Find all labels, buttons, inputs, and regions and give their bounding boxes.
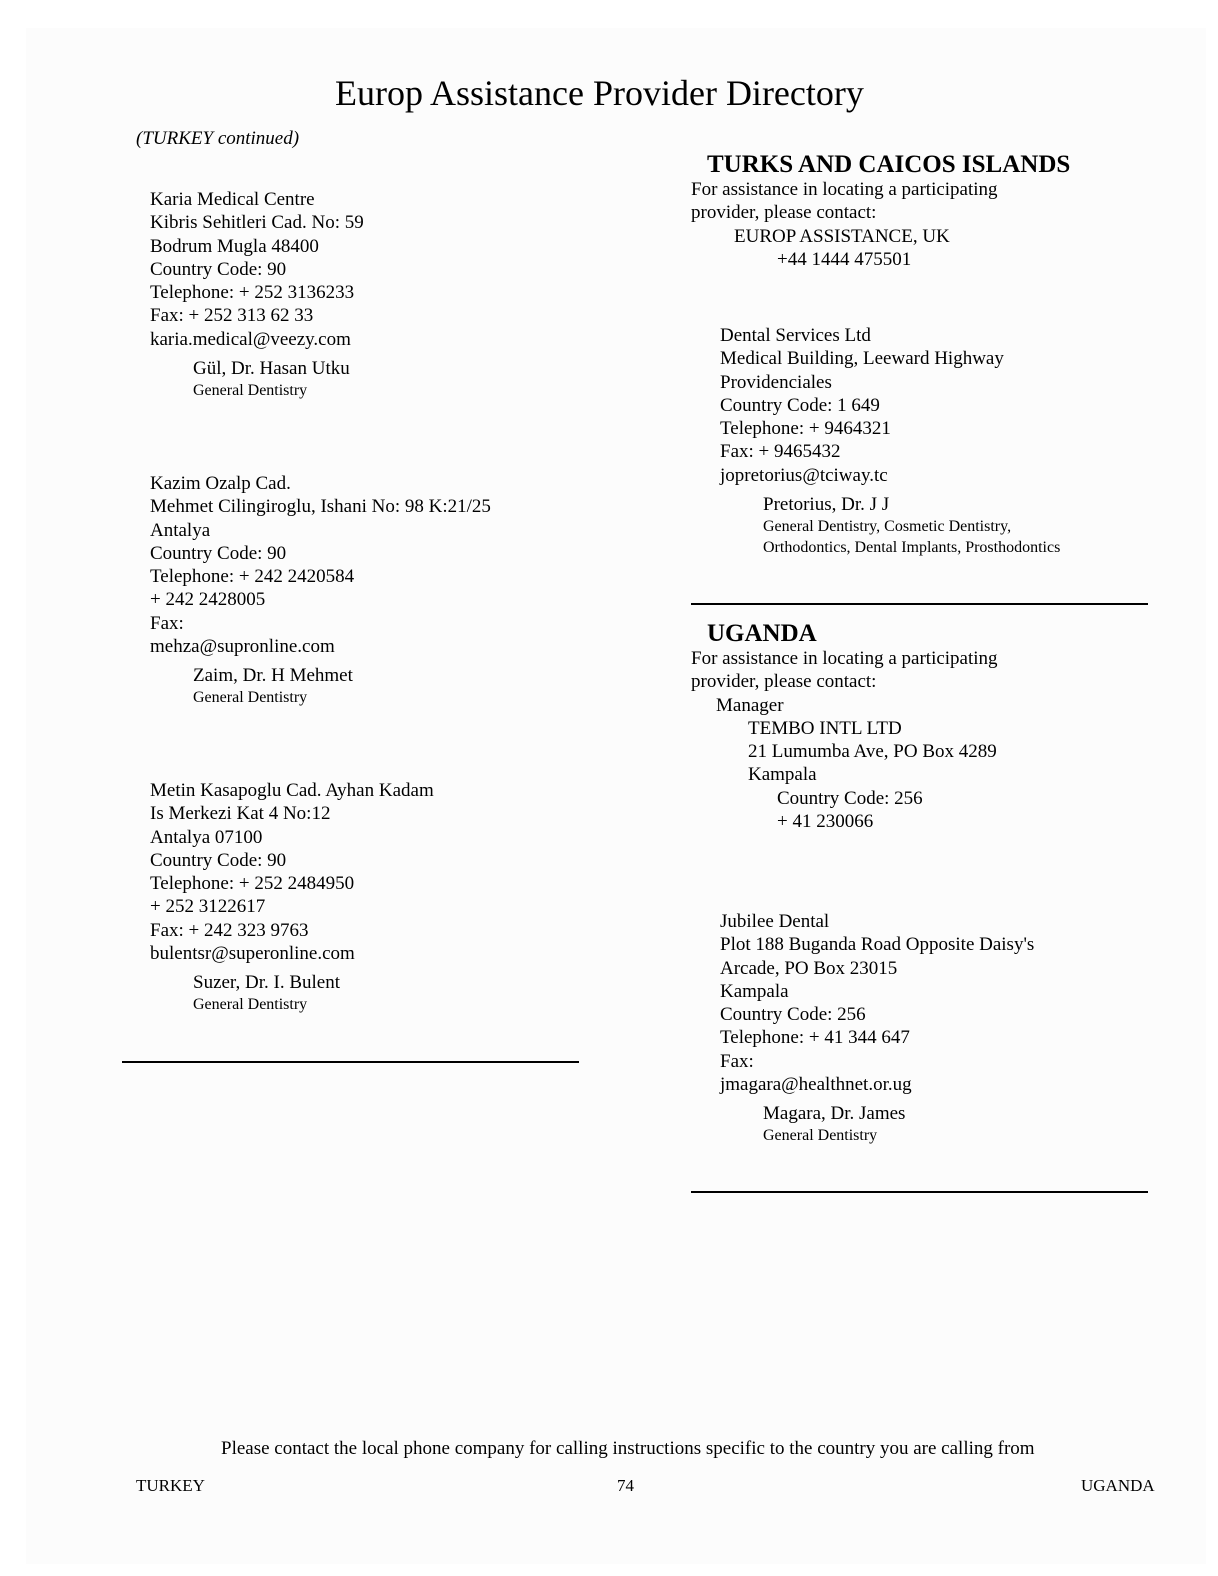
specialty: General Dentistry bbox=[193, 689, 308, 707]
section-divider bbox=[691, 603, 1148, 605]
intro-line: provider, please contact: bbox=[691, 671, 877, 693]
telephone: Telephone: + 242 2420584 bbox=[150, 566, 355, 588]
address-line: Providenciales bbox=[720, 371, 832, 393]
contact-phone: + 41 230066 bbox=[777, 811, 874, 833]
address-line: Kampala bbox=[720, 980, 789, 1002]
section-heading-uganda: UGANDA bbox=[707, 620, 817, 647]
specialty: Orthodontics, Dental Implants, Prosthodontics bbox=[763, 539, 1061, 557]
address-line: Jubilee Dental bbox=[720, 911, 830, 932]
country-code: Country Code: 256 bbox=[720, 1004, 866, 1026]
section-divider bbox=[691, 1191, 1148, 1193]
contact-address: 21 Lumumba Ave, PO Box 4289 bbox=[748, 741, 997, 763]
provider-entry bbox=[150, 188, 364, 401]
address-line: Arcade, PO Box 23015 bbox=[720, 957, 898, 979]
email-link[interactable]: jopretorius@tciway.tc bbox=[720, 464, 888, 486]
specialty: General Dentistry bbox=[763, 1127, 878, 1145]
intro-line: provider, please contact: bbox=[691, 202, 877, 224]
telephone: Telephone: + 252 3136233 bbox=[150, 282, 355, 304]
continued-note: (TURKEY continued) bbox=[136, 128, 300, 149]
address-line: Medical Building, Leeward Highway bbox=[720, 348, 1004, 370]
intro-line: For assistance in locating a participating bbox=[691, 648, 998, 669]
address-line: Plot 188 Buganda Road Opposite Daisy's bbox=[720, 934, 1035, 956]
email-link[interactable]: jmagara@healthnet.or.ug bbox=[720, 1074, 912, 1096]
address-line: Kazim Ozalp Cad. bbox=[150, 473, 291, 494]
page-title: Europ Assistance Provider Directory bbox=[335, 73, 864, 113]
telephone: + 252 3122617 bbox=[150, 896, 266, 918]
doctor-name: Magara, Dr. James bbox=[763, 1103, 906, 1125]
contact-role: Manager bbox=[716, 694, 784, 716]
contact-city: Kampala bbox=[748, 764, 817, 786]
email-link[interactable]: karia.medical@veezy.com bbox=[150, 328, 351, 350]
specialty: General Dentistry, Cosmetic Dentistry, bbox=[763, 518, 1012, 536]
footer-right-country: UGANDA bbox=[1081, 1476, 1155, 1495]
address-line: Karia Medical Centre bbox=[150, 189, 315, 210]
provider-entry bbox=[720, 324, 1060, 558]
country-code: Country Code: 90 bbox=[150, 849, 287, 871]
address-line: Dental Services Ltd bbox=[720, 325, 871, 346]
specialty: General Dentistry bbox=[193, 996, 308, 1014]
footer-note: Please contact the local phone company for calling instructions specific to the country you are calling from bbox=[221, 1438, 1035, 1459]
contact-name: EUROP ASSISTANCE, UK bbox=[734, 225, 950, 247]
address-line: Metin Kasapoglu Cad. Ayhan Kadam bbox=[150, 780, 434, 801]
footer-left-country: TURKEY bbox=[136, 1476, 205, 1495]
provider-entry bbox=[150, 779, 434, 1015]
contact-intro bbox=[691, 647, 998, 833]
specialty: General Dentistry bbox=[193, 382, 308, 400]
page-number: 74 bbox=[617, 1476, 634, 1495]
country-code: Country Code: 90 bbox=[150, 258, 287, 280]
email-link[interactable]: bulentsr@superonline.com bbox=[150, 943, 355, 965]
country-code: Country Code: 1 649 bbox=[720, 394, 880, 416]
fax: Fax: + 9465432 bbox=[720, 441, 841, 463]
fax: Fax: + 242 323 9763 bbox=[150, 919, 309, 941]
doctor-name: Zaim, Dr. H Mehmet bbox=[193, 665, 353, 687]
contact-country-code: Country Code: 256 bbox=[777, 787, 923, 809]
telephone: Telephone: + 9464321 bbox=[720, 418, 891, 440]
intro-line: For assistance in locating a participating bbox=[691, 179, 998, 200]
contact-company: TEMBO INTL LTD bbox=[748, 717, 902, 739]
contact-intro bbox=[691, 178, 998, 271]
provider-entry bbox=[720, 910, 1034, 1146]
address-line: Bodrum Mugla 48400 bbox=[150, 235, 319, 257]
doctor-name: Suzer, Dr. I. Bulent bbox=[193, 972, 340, 994]
fax: Fax: bbox=[150, 612, 184, 634]
address-line: Antalya 07100 bbox=[150, 826, 263, 848]
provider-entry bbox=[150, 472, 491, 708]
email-link[interactable]: mehza@supronline.com bbox=[150, 636, 335, 658]
address-line: Antalya bbox=[150, 519, 211, 541]
address-line: Kibris Sehitleri Cad. No: 59 bbox=[150, 212, 364, 234]
section-heading-turks-caicos: TURKS AND CAICOS ISLANDS bbox=[707, 151, 1071, 178]
country-code: Country Code: 90 bbox=[150, 542, 287, 564]
contact-phone: +44 1444 475501 bbox=[777, 248, 912, 270]
fax: Fax: + 252 313 62 33 bbox=[150, 305, 314, 327]
telephone: Telephone: + 41 344 647 bbox=[720, 1027, 910, 1049]
doctor-name: Gül, Dr. Hasan Utku bbox=[193, 358, 350, 380]
telephone: Telephone: + 252 2484950 bbox=[150, 873, 355, 895]
section-divider bbox=[122, 1061, 579, 1063]
address-line: Mehmet Cilingiroglu, Ishani No: 98 K:21/25 bbox=[150, 496, 491, 518]
doctor-name: Pretorius, Dr. J J bbox=[763, 494, 890, 516]
address-line: Is Merkezi Kat 4 No:12 bbox=[150, 803, 331, 825]
fax: Fax: bbox=[720, 1050, 754, 1072]
telephone: + 242 2428005 bbox=[150, 589, 266, 611]
